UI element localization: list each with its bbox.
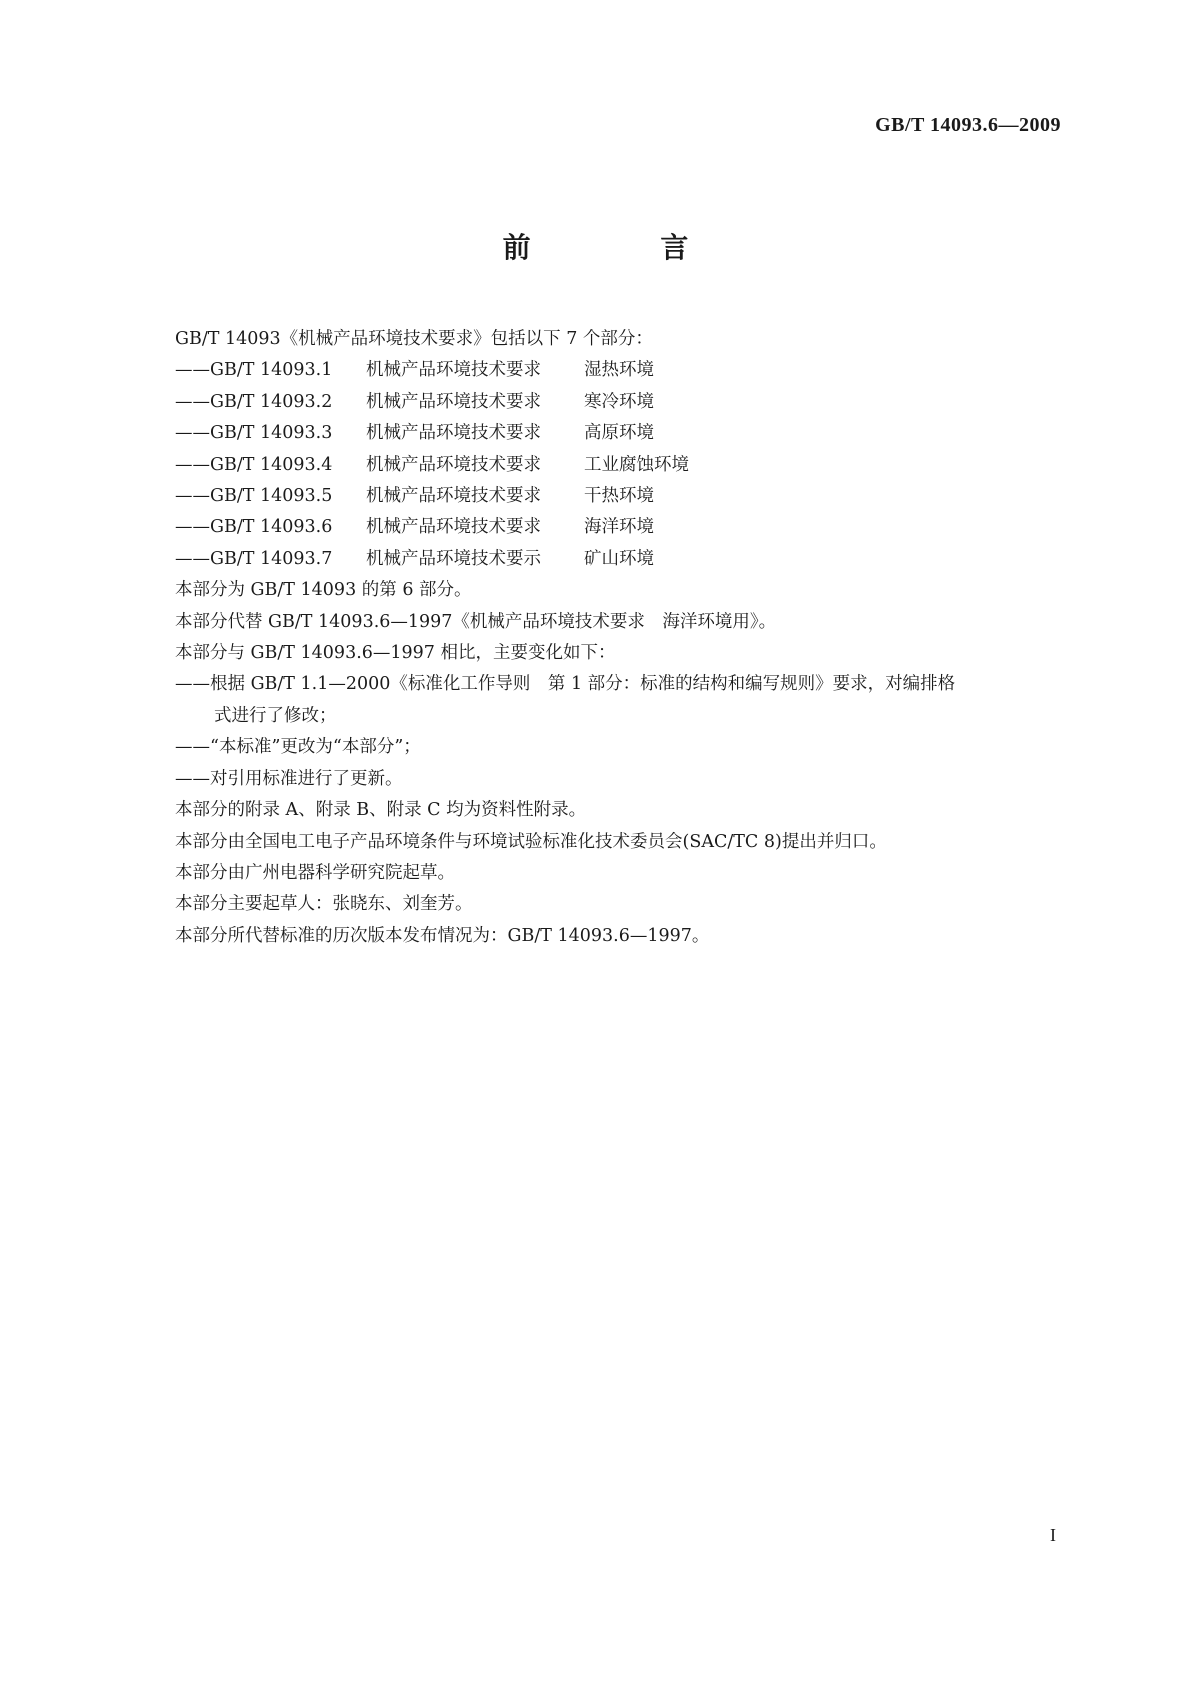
change-item-2 bbox=[175, 732, 1060, 763]
part-environment: 工业腐蚀环境 bbox=[584, 454, 689, 475]
part-dash: —— bbox=[175, 548, 210, 569]
part-list-item bbox=[175, 355, 1060, 386]
change-item-3-text: 对引用标准进行了更新。 bbox=[210, 768, 403, 789]
change-dash: —— bbox=[175, 674, 210, 695]
part-list-item bbox=[175, 387, 1060, 418]
document-code: GB/T 14093.6—2009 bbox=[875, 114, 1061, 136]
parts-list bbox=[175, 355, 1060, 575]
part-code: GB/T 14093.4 bbox=[210, 454, 333, 475]
part-environment: 矿山环境 bbox=[584, 548, 654, 569]
part-list-item bbox=[175, 481, 1060, 512]
part-dash: —— bbox=[175, 517, 210, 538]
part-environment: 湿热环境 bbox=[584, 360, 654, 381]
part-environment: 寒冷环境 bbox=[584, 391, 654, 412]
appendix-paragraph: 本部分的附录 A、附录 B、附录 C 均为资料性附录。 bbox=[175, 800, 587, 821]
part-list-item bbox=[175, 544, 1060, 575]
intro-paragraph: GB/T 14093《机械产品环境技术要求》包括以下 7 个部分： bbox=[175, 329, 653, 349]
part-name: 机械产品环境技术要求 bbox=[366, 454, 541, 475]
part-name: 机械产品环境技术要求 bbox=[366, 391, 541, 412]
page-number: I bbox=[1050, 1525, 1056, 1545]
part-dash: —— bbox=[175, 486, 210, 507]
part-code: GB/T 14093.1 bbox=[210, 360, 333, 381]
change-item-3 bbox=[175, 764, 1060, 795]
part-environment: 高原环境 bbox=[584, 423, 654, 444]
proposer-paragraph: 本部分由全国电工电子产品环境条件与环境试验标准化技术委员会(SAC/TC 8)提出并归口。 bbox=[175, 831, 887, 852]
document-body bbox=[175, 324, 1060, 952]
change-item-2-text: “本标准”更改为“本部分”； bbox=[210, 737, 421, 758]
history-paragraph: 本部分所代替标准的历次版本发布情况为：GB/T 14093.6—1997。 bbox=[175, 925, 710, 946]
part-name: 机械产品环境技术要求 bbox=[366, 423, 541, 444]
part-list-item bbox=[175, 418, 1060, 449]
comparison-paragraph: 本部分与 GB/T 14093.6—1997 相比，主要变化如下： bbox=[175, 643, 616, 664]
part-code: GB/T 14093.3 bbox=[210, 423, 333, 444]
change-item-1-line-2: 式进行了修改； bbox=[214, 705, 337, 726]
part-name: 机械产品环境技术要求 bbox=[366, 517, 541, 538]
part-dash: —— bbox=[175, 454, 210, 475]
part-list-item bbox=[175, 450, 1060, 481]
part-list-item bbox=[175, 512, 1060, 543]
part-code: GB/T 14093.5 bbox=[210, 486, 333, 507]
part-name: 机械产品环境技术要求 bbox=[366, 360, 541, 381]
part-name: 机械产品环境技术要示 bbox=[366, 548, 541, 569]
part-environment: 干热环境 bbox=[584, 486, 654, 507]
change-item-1 bbox=[175, 669, 1060, 732]
part-code: GB/T 14093.2 bbox=[210, 391, 333, 412]
drafters-paragraph: 本部分主要起草人：张晓东、刘奎芳。 bbox=[175, 894, 473, 915]
page-title: 前 言 bbox=[502, 231, 749, 264]
change-dash: —— bbox=[175, 737, 210, 758]
drafting-org-paragraph: 本部分由广州电器科学研究院起草。 bbox=[175, 862, 455, 883]
part-name: 机械产品环境技术要求 bbox=[366, 486, 541, 507]
part-dash: —— bbox=[175, 423, 210, 444]
part-code: GB/T 14093.6 bbox=[210, 517, 333, 538]
change-item-1-line-1: 根据 GB/T 1.1—2000《标准化工作导则 第 1 部分：标准的结构和编写规则》要求，对编排格 bbox=[210, 674, 956, 695]
part-environment: 海洋环境 bbox=[584, 517, 654, 538]
replacement-paragraph: 本部分代替 GB/T 14093.6—1997《机械产品环境技术要求 海洋环境用》。 bbox=[175, 611, 777, 632]
part-dash: —— bbox=[175, 360, 210, 381]
change-dash: —— bbox=[175, 768, 210, 789]
part-number-paragraph: 本部分为 GB/T 14093 的第 6 部分。 bbox=[175, 580, 472, 601]
part-code: GB/T 14093.7 bbox=[210, 548, 333, 569]
part-dash: —— bbox=[175, 391, 210, 412]
